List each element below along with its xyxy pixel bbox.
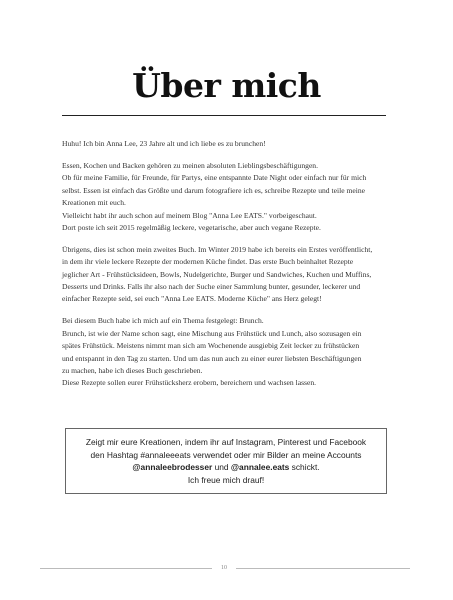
callout-line: Ich freue mich drauf! <box>187 474 265 485</box>
text-line: Desserts und Drinks. Falls ihr also nach der Suche einer Sammlung bunter, gesunder, leckerer und <box>62 282 361 292</box>
text-line: selbst. Essen ist einfach das Größte und darum fotografiere ich es, schreibe Rezepte und teile meine <box>62 185 366 195</box>
paragraph-hobbies <box>62 160 388 234</box>
text-line: Diese Rezepte sollen eurer Frühstücksherz erobern, bereichern und wachsen lassen. <box>62 378 317 388</box>
body-text <box>62 138 388 399</box>
instagram-handle-annaleebrodesser: @annaleebrodesser <box>132 462 213 473</box>
text-line: Dort poste ich seit 2015 regelmäßig leckere, vegetarische, aber auch vegane Rezepte. <box>62 222 321 232</box>
footer-divider-right <box>236 568 410 569</box>
instagram-handle-annalee-eats: @annalee.eats <box>230 462 290 473</box>
text-line: jeglicher Art - Frühstücksideen, Bowls, Nudelgerichte, Burger und Sandwiches, Kuchen und Muffins, <box>62 269 372 279</box>
page-number: 10 <box>221 565 227 571</box>
text-line: Ob für meine Familie, für Freunde, für Partys, eine entspannte Date Night oder einfach nur für mich <box>62 173 367 183</box>
footer-divider-left <box>40 568 212 569</box>
callout-connector: und <box>212 462 231 473</box>
paragraph-brunch <box>62 315 388 389</box>
text-line: Huhu! Ich bin Anna Lee, 23 Jahre alt und ich liebe es zu brunchen! <box>62 139 266 148</box>
text-line: Bei diesem Buch habe ich mich auf ein Thema festgelegt: Brunch. <box>62 316 264 326</box>
text-line: Vielleicht habt ihr auch schon auf meinem Blog "Anna Lee EATS." vorbeigeschaut. <box>62 210 317 220</box>
page-title: Über mich <box>132 66 321 105</box>
callout-line: den Hashtag #annaleeeats verwendet oder mir Bilder an meine Accounts <box>90 449 362 460</box>
paragraph-first-book <box>62 244 388 306</box>
callout-line: Zeigt mir eure Kreationen, indem ihr auf Instagram, Pinterest und Facebook <box>85 437 367 447</box>
text-line: Kreationen mit euch. <box>62 198 126 208</box>
title-divider <box>62 115 386 116</box>
paragraph-intro <box>62 138 388 150</box>
callout-line <box>66 461 386 474</box>
text-line: in dem ihr viele leckere Rezepte der modernen Küche findet. Das erste Buch beinhaltet Rezepte <box>62 257 354 267</box>
text-line: und entspannt in den Tag zu starten. Und um das nun auch zu einer eurer liebsten Beschäftigungen <box>62 353 362 363</box>
text-line: Brunch, ist wie der Name schon sagt, eine Mischung aus Frühstück und Lunch, also sozusagen ein <box>62 328 362 338</box>
text-line: spätes Frühstück. Meistens nimmt man sich am Wochenende ausgiebig Zeit lecker zu frühstücken <box>62 341 360 351</box>
social-callout-box <box>65 428 387 494</box>
text-line: zu machen, habe ich dieses Buch geschrieben. <box>62 366 203 375</box>
text-line: Essen, Kochen und Backen gehören zu meinen absoluten Lieblingsbeschäftigungen. <box>62 160 319 170</box>
text-line: Übrigens, dies ist schon mein zweites Buch. Im Winter 2019 habe ich bereits ein Erstes veröffentlicht, <box>62 244 373 254</box>
text-line: einfacher Rezepte seid, sei euch "Anna Lee EATS. Moderne Küche" ans Herz gelegt! <box>62 294 322 304</box>
callout-line-end: schickt. <box>289 462 320 473</box>
